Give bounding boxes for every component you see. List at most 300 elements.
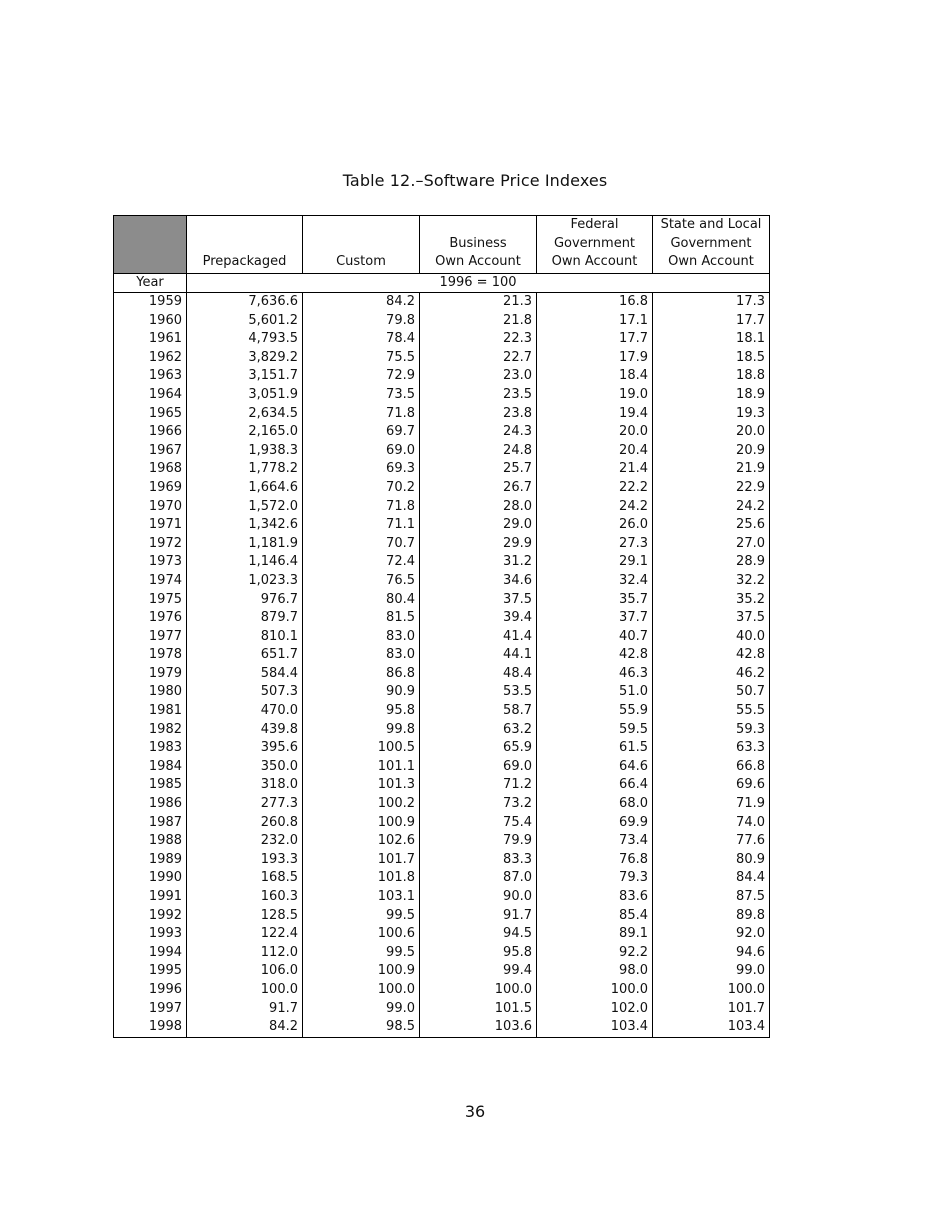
- custom-cell: 78.4: [303, 330, 420, 349]
- federal-cell: 19.0: [537, 386, 653, 405]
- custom-cell: 72.9: [303, 367, 420, 386]
- business-cell: 48.4: [420, 665, 537, 684]
- custom-cell: 90.9: [303, 683, 420, 702]
- prepackaged-cell: 4,793.5: [187, 330, 303, 349]
- business-cell: 53.5: [420, 683, 537, 702]
- state-local-cell: 21.9: [653, 460, 770, 479]
- prepackaged-cell: 277.3: [187, 795, 303, 814]
- state-local-cell: 18.9: [653, 386, 770, 405]
- state-local-cell: 20.9: [653, 442, 770, 461]
- state-local-cell: 69.6: [653, 776, 770, 795]
- federal-cell: 102.0: [537, 1000, 653, 1019]
- federal-cell: 79.3: [537, 869, 653, 888]
- year-cell: 1981: [114, 702, 187, 721]
- state-local-cell: 87.5: [653, 888, 770, 907]
- custom-cell: 72.4: [303, 553, 420, 572]
- federal-cell: 17.9: [537, 349, 653, 368]
- table-row: [114, 721, 770, 740]
- year-cell: 1960: [114, 312, 187, 331]
- year-cell: 1959: [114, 293, 187, 312]
- prepackaged-cell: 1,938.3: [187, 442, 303, 461]
- state-local-cell: 77.6: [653, 832, 770, 851]
- state-local-cell: 92.0: [653, 925, 770, 944]
- prepackaged-cell: 3,051.9: [187, 386, 303, 405]
- table-row: [114, 609, 770, 628]
- year-cell: 1975: [114, 591, 187, 610]
- business-cell: 103.6: [420, 1018, 537, 1037]
- state-local-cell: 17.3: [653, 293, 770, 312]
- federal-cell: 42.8: [537, 646, 653, 665]
- business-cell: 21.3: [420, 293, 537, 312]
- state-local-cell: 32.2: [653, 572, 770, 591]
- prepackaged-cell: 2,165.0: [187, 423, 303, 442]
- table-row: [114, 479, 770, 498]
- custom-cell: 69.3: [303, 460, 420, 479]
- prepackaged-cell: 232.0: [187, 832, 303, 851]
- business-cell: 79.9: [420, 832, 537, 851]
- table-row: [114, 535, 770, 554]
- table-row: [114, 814, 770, 833]
- custom-cell: 70.2: [303, 479, 420, 498]
- federal-cell: 26.0: [537, 516, 653, 535]
- federal-cell: 92.2: [537, 944, 653, 963]
- business-cell: 29.0: [420, 516, 537, 535]
- prepackaged-cell: 350.0: [187, 758, 303, 777]
- state-local-cell: 84.4: [653, 869, 770, 888]
- year-cell: 1983: [114, 739, 187, 758]
- header-prepackaged: [187, 216, 303, 274]
- year-cell: 1972: [114, 535, 187, 554]
- business-cell: 34.6: [420, 572, 537, 591]
- custom-cell: 100.2: [303, 795, 420, 814]
- custom-cell: 70.7: [303, 535, 420, 554]
- state-local-cell: 59.3: [653, 721, 770, 740]
- prepackaged-cell: 7,636.6: [187, 293, 303, 312]
- federal-cell: 19.4: [537, 405, 653, 424]
- header-federal-line-2: Government: [553, 235, 636, 251]
- prepackaged-cell: 100.0: [187, 981, 303, 1000]
- federal-cell: 103.4: [537, 1018, 653, 1037]
- federal-cell: 37.7: [537, 609, 653, 628]
- table-row: [114, 628, 770, 647]
- year-cell: 1971: [114, 516, 187, 535]
- state-local-cell: 74.0: [653, 814, 770, 833]
- state-local-cell: 20.0: [653, 423, 770, 442]
- federal-cell: 24.2: [537, 498, 653, 517]
- table-row: [114, 442, 770, 461]
- prepackaged-cell: 584.4: [187, 665, 303, 684]
- header-prepackaged-label: Prepackaged: [202, 254, 287, 270]
- federal-cell: 76.8: [537, 851, 653, 870]
- state-local-cell: 35.2: [653, 591, 770, 610]
- state-local-cell: 28.9: [653, 553, 770, 572]
- year-label: Year: [114, 274, 187, 293]
- custom-cell: 99.0: [303, 1000, 420, 1019]
- custom-cell: 69.7: [303, 423, 420, 442]
- federal-cell: 61.5: [537, 739, 653, 758]
- year-cell: 1991: [114, 888, 187, 907]
- year-cell: 1984: [114, 758, 187, 777]
- table-row: [114, 516, 770, 535]
- custom-cell: 76.5: [303, 572, 420, 591]
- table-row: [114, 981, 770, 1000]
- state-local-cell: 24.2: [653, 498, 770, 517]
- business-cell: 24.3: [420, 423, 537, 442]
- federal-cell: 32.4: [537, 572, 653, 591]
- business-cell: 94.5: [420, 925, 537, 944]
- federal-cell: 59.5: [537, 721, 653, 740]
- custom-cell: 101.3: [303, 776, 420, 795]
- year-cell: 1965: [114, 405, 187, 424]
- custom-cell: 73.5: [303, 386, 420, 405]
- prepackaged-cell: 1,778.2: [187, 460, 303, 479]
- price-index-table: [113, 215, 770, 1038]
- business-cell: 91.7: [420, 907, 537, 926]
- state-local-cell: 55.5: [653, 702, 770, 721]
- table-body: [114, 293, 770, 1038]
- federal-cell: 35.7: [537, 591, 653, 610]
- state-local-cell: 25.6: [653, 516, 770, 535]
- federal-cell: 20.4: [537, 442, 653, 461]
- column-header-row: [114, 216, 770, 274]
- custom-cell: 99.5: [303, 907, 420, 926]
- year-cell: 1998: [114, 1018, 187, 1037]
- business-cell: 23.8: [420, 405, 537, 424]
- table-row: [114, 423, 770, 442]
- business-cell: 100.0: [420, 981, 537, 1000]
- federal-cell: 21.4: [537, 460, 653, 479]
- business-cell: 26.7: [420, 479, 537, 498]
- year-cell: 1989: [114, 851, 187, 870]
- prepackaged-cell: 1,181.9: [187, 535, 303, 554]
- business-cell: 71.2: [420, 776, 537, 795]
- table-row: [114, 702, 770, 721]
- business-cell: 39.4: [420, 609, 537, 628]
- year-cell: 1994: [114, 944, 187, 963]
- year-cell: 1979: [114, 665, 187, 684]
- table-row: [114, 460, 770, 479]
- prepackaged-cell: 112.0: [187, 944, 303, 963]
- custom-cell: 80.4: [303, 591, 420, 610]
- year-cell: 1977: [114, 628, 187, 647]
- federal-cell: 20.0: [537, 423, 653, 442]
- year-cell: 1963: [114, 367, 187, 386]
- custom-cell: 83.0: [303, 646, 420, 665]
- table-row: [114, 572, 770, 591]
- table-row: [114, 776, 770, 795]
- year-cell: 1986: [114, 795, 187, 814]
- header-corner-cell: [114, 216, 187, 274]
- prepackaged-cell: 810.1: [187, 628, 303, 647]
- table-row: [114, 1000, 770, 1019]
- header-business-own-account: [420, 216, 537, 274]
- state-local-cell: 89.8: [653, 907, 770, 926]
- table-row: [114, 851, 770, 870]
- business-cell: 44.1: [420, 646, 537, 665]
- prepackaged-cell: 5,601.2: [187, 312, 303, 331]
- custom-cell: 71.1: [303, 516, 420, 535]
- header-business-line-1: Business: [449, 235, 507, 251]
- table-row: [114, 498, 770, 517]
- custom-cell: 103.1: [303, 888, 420, 907]
- state-local-cell: 63.3: [653, 739, 770, 758]
- business-cell: 99.4: [420, 962, 537, 981]
- table-row: [114, 405, 770, 424]
- year-cell: 1961: [114, 330, 187, 349]
- custom-cell: 100.6: [303, 925, 420, 944]
- prepackaged-cell: 128.5: [187, 907, 303, 926]
- prepackaged-cell: 976.7: [187, 591, 303, 610]
- table-row: [114, 1018, 770, 1037]
- header-state-local-government: [653, 216, 770, 274]
- custom-cell: 98.5: [303, 1018, 420, 1037]
- year-cell: 1978: [114, 646, 187, 665]
- table-row: [114, 925, 770, 944]
- table-row: [114, 646, 770, 665]
- table-row: [114, 869, 770, 888]
- price-index-table-container: [113, 215, 769, 1038]
- year-cell: 1969: [114, 479, 187, 498]
- federal-cell: 100.0: [537, 981, 653, 1000]
- business-cell: 73.2: [420, 795, 537, 814]
- federal-cell: 18.4: [537, 367, 653, 386]
- state-local-cell: 100.0: [653, 981, 770, 1000]
- state-local-cell: 66.8: [653, 758, 770, 777]
- business-cell: 23.5: [420, 386, 537, 405]
- year-cell: 1964: [114, 386, 187, 405]
- federal-cell: 17.1: [537, 312, 653, 331]
- business-cell: 22.7: [420, 349, 537, 368]
- prepackaged-cell: 168.5: [187, 869, 303, 888]
- year-cell: 1976: [114, 609, 187, 628]
- state-local-cell: 37.5: [653, 609, 770, 628]
- year-cell: 1980: [114, 683, 187, 702]
- custom-cell: 100.9: [303, 814, 420, 833]
- prepackaged-cell: 1,146.4: [187, 553, 303, 572]
- prepackaged-cell: 160.3: [187, 888, 303, 907]
- custom-cell: 86.8: [303, 665, 420, 684]
- custom-cell: 79.8: [303, 312, 420, 331]
- header-custom: [303, 216, 420, 274]
- business-cell: 23.0: [420, 367, 537, 386]
- federal-cell: 27.3: [537, 535, 653, 554]
- federal-cell: 29.1: [537, 553, 653, 572]
- state-local-cell: 27.0: [653, 535, 770, 554]
- unit-header-row: [114, 274, 770, 293]
- business-cell: 22.3: [420, 330, 537, 349]
- custom-cell: 100.0: [303, 981, 420, 1000]
- federal-cell: 64.6: [537, 758, 653, 777]
- custom-cell: 101.8: [303, 869, 420, 888]
- header-federal-government: [537, 216, 653, 274]
- table-title: Table 12.–Software Price Indexes: [342, 171, 608, 190]
- prepackaged-cell: 1,664.6: [187, 479, 303, 498]
- business-cell: 95.8: [420, 944, 537, 963]
- header-state-local-line-1: State and Local: [660, 217, 762, 233]
- business-cell: 83.3: [420, 851, 537, 870]
- prepackaged-cell: 879.7: [187, 609, 303, 628]
- business-cell: 63.2: [420, 721, 537, 740]
- federal-cell: 98.0: [537, 962, 653, 981]
- state-local-cell: 71.9: [653, 795, 770, 814]
- prepackaged-cell: 84.2: [187, 1018, 303, 1037]
- state-local-cell: 18.1: [653, 330, 770, 349]
- business-cell: 58.7: [420, 702, 537, 721]
- year-cell: 1974: [114, 572, 187, 591]
- state-local-cell: 40.0: [653, 628, 770, 647]
- business-cell: 87.0: [420, 869, 537, 888]
- year-cell: 1985: [114, 776, 187, 795]
- year-cell: 1990: [114, 869, 187, 888]
- custom-cell: 100.5: [303, 739, 420, 758]
- custom-cell: 81.5: [303, 609, 420, 628]
- prepackaged-cell: 3,151.7: [187, 367, 303, 386]
- table-row: [114, 758, 770, 777]
- custom-cell: 102.6: [303, 832, 420, 851]
- year-cell: 1992: [114, 907, 187, 926]
- custom-cell: 71.8: [303, 405, 420, 424]
- header-federal-line-1: Federal: [570, 217, 619, 233]
- federal-cell: 66.4: [537, 776, 653, 795]
- header-business-line-2: Own Account: [435, 254, 521, 270]
- header-custom-label: Custom: [336, 254, 386, 270]
- federal-cell: 17.7: [537, 330, 653, 349]
- table-row: [114, 888, 770, 907]
- state-local-cell: 46.2: [653, 665, 770, 684]
- table-row: [114, 293, 770, 312]
- business-cell: 65.9: [420, 739, 537, 758]
- business-cell: 101.5: [420, 1000, 537, 1019]
- federal-cell: 85.4: [537, 907, 653, 926]
- state-local-cell: 18.5: [653, 349, 770, 368]
- table-row: [114, 795, 770, 814]
- custom-cell: 71.8: [303, 498, 420, 517]
- year-cell: 1968: [114, 460, 187, 479]
- custom-cell: 99.5: [303, 944, 420, 963]
- custom-cell: 75.5: [303, 349, 420, 368]
- custom-cell: 95.8: [303, 702, 420, 721]
- federal-cell: 40.7: [537, 628, 653, 647]
- federal-cell: 22.2: [537, 479, 653, 498]
- table-row: [114, 907, 770, 926]
- custom-cell: 99.8: [303, 721, 420, 740]
- prepackaged-cell: 318.0: [187, 776, 303, 795]
- state-local-cell: 18.8: [653, 367, 770, 386]
- federal-cell: 89.1: [537, 925, 653, 944]
- state-local-cell: 99.0: [653, 962, 770, 981]
- table-row: [114, 665, 770, 684]
- business-cell: 31.2: [420, 553, 537, 572]
- prepackaged-cell: 193.3: [187, 851, 303, 870]
- prepackaged-cell: 91.7: [187, 1000, 303, 1019]
- custom-cell: 69.0: [303, 442, 420, 461]
- year-cell: 1993: [114, 925, 187, 944]
- year-cell: 1970: [114, 498, 187, 517]
- custom-cell: 100.9: [303, 962, 420, 981]
- table-row: [114, 553, 770, 572]
- prepackaged-cell: 470.0: [187, 702, 303, 721]
- state-local-cell: 94.6: [653, 944, 770, 963]
- table-row: [114, 367, 770, 386]
- federal-cell: 16.8: [537, 293, 653, 312]
- year-cell: 1962: [114, 349, 187, 368]
- federal-cell: 73.4: [537, 832, 653, 851]
- prepackaged-cell: 2,634.5: [187, 405, 303, 424]
- page-number: 36: [464, 1102, 486, 1121]
- state-local-cell: 42.8: [653, 646, 770, 665]
- business-cell: 75.4: [420, 814, 537, 833]
- business-cell: 29.9: [420, 535, 537, 554]
- year-cell: 1996: [114, 981, 187, 1000]
- year-cell: 1982: [114, 721, 187, 740]
- unit-label: 1996 = 100: [187, 274, 770, 293]
- prepackaged-cell: 1,023.3: [187, 572, 303, 591]
- custom-cell: 84.2: [303, 293, 420, 312]
- table-row: [114, 683, 770, 702]
- custom-cell: 101.7: [303, 851, 420, 870]
- year-cell: 1987: [114, 814, 187, 833]
- table-row: [114, 312, 770, 331]
- header-state-local-line-2: Government: [670, 235, 752, 251]
- custom-cell: 83.0: [303, 628, 420, 647]
- year-cell: 1973: [114, 553, 187, 572]
- state-local-cell: 17.7: [653, 312, 770, 331]
- prepackaged-cell: 507.3: [187, 683, 303, 702]
- table-row: [114, 386, 770, 405]
- year-cell: 1967: [114, 442, 187, 461]
- business-cell: 90.0: [420, 888, 537, 907]
- business-cell: 25.7: [420, 460, 537, 479]
- prepackaged-cell: 122.4: [187, 925, 303, 944]
- state-local-cell: 22.9: [653, 479, 770, 498]
- state-local-cell: 50.7: [653, 683, 770, 702]
- federal-cell: 51.0: [537, 683, 653, 702]
- state-local-cell: 103.4: [653, 1018, 770, 1037]
- federal-cell: 68.0: [537, 795, 653, 814]
- prepackaged-cell: 651.7: [187, 646, 303, 665]
- state-local-cell: 80.9: [653, 851, 770, 870]
- year-cell: 1988: [114, 832, 187, 851]
- prepackaged-cell: 106.0: [187, 962, 303, 981]
- business-cell: 41.4: [420, 628, 537, 647]
- prepackaged-cell: 395.6: [187, 739, 303, 758]
- federal-cell: 83.6: [537, 888, 653, 907]
- prepackaged-cell: 3,829.2: [187, 349, 303, 368]
- business-cell: 37.5: [420, 591, 537, 610]
- table-row: [114, 832, 770, 851]
- state-local-cell: 101.7: [653, 1000, 770, 1019]
- business-cell: 24.8: [420, 442, 537, 461]
- business-cell: 21.8: [420, 312, 537, 331]
- federal-cell: 46.3: [537, 665, 653, 684]
- header-state-local-line-3: Own Account: [668, 254, 754, 270]
- table-row: [114, 349, 770, 368]
- year-cell: 1995: [114, 962, 187, 981]
- state-local-cell: 19.3: [653, 405, 770, 424]
- federal-cell: 55.9: [537, 702, 653, 721]
- custom-cell: 101.1: [303, 758, 420, 777]
- prepackaged-cell: 439.8: [187, 721, 303, 740]
- federal-cell: 69.9: [537, 814, 653, 833]
- table-row: [114, 591, 770, 610]
- table-row: [114, 739, 770, 758]
- prepackaged-cell: 1,342.6: [187, 516, 303, 535]
- year-cell: 1997: [114, 1000, 187, 1019]
- business-cell: 69.0: [420, 758, 537, 777]
- business-cell: 28.0: [420, 498, 537, 517]
- year-cell: 1966: [114, 423, 187, 442]
- table-row: [114, 962, 770, 981]
